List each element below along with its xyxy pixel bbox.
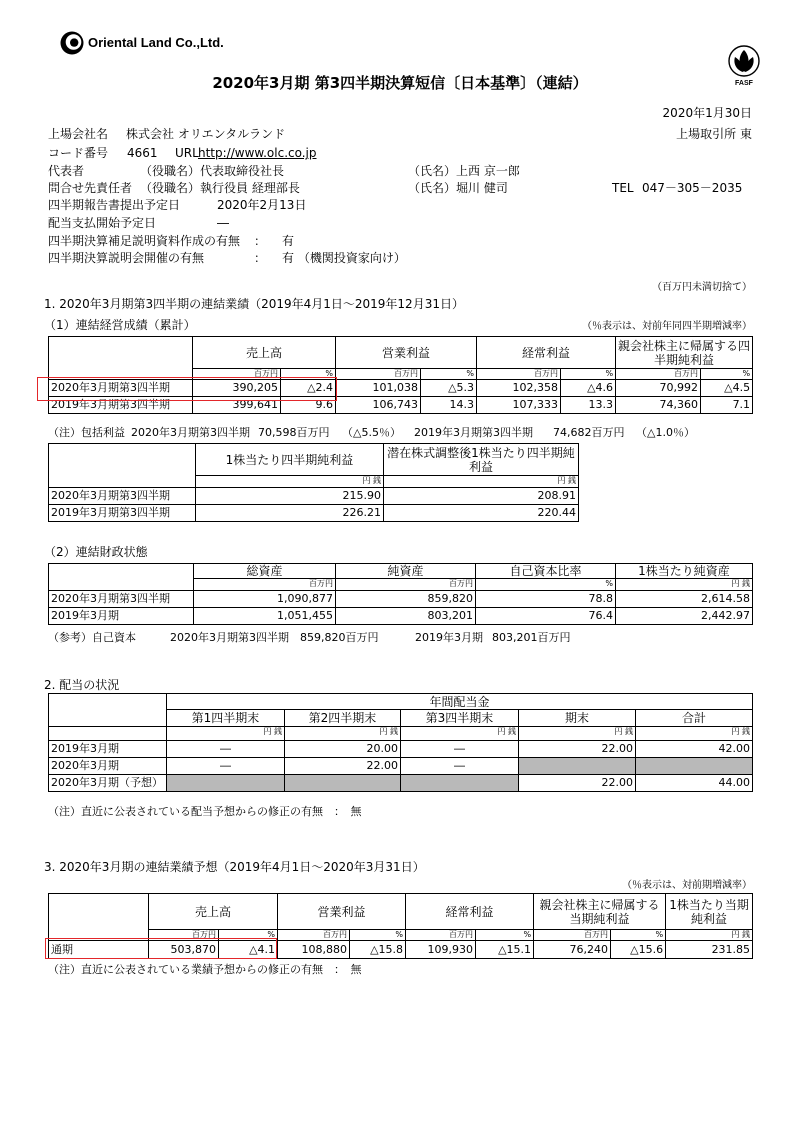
unit-label: % bbox=[350, 930, 406, 941]
representative-title: 代表取締役社長 bbox=[200, 164, 285, 178]
table-cell: 220.44 bbox=[384, 505, 579, 522]
row-label-blank bbox=[49, 727, 167, 741]
table-cell: 20.00 bbox=[285, 741, 401, 758]
column-header: 第1四半期末 bbox=[167, 710, 285, 727]
column-header: 潜在株式調整後1株当たり四半期純利益 bbox=[384, 444, 579, 476]
reference-period: 2019年3月期 bbox=[415, 631, 483, 644]
table-row bbox=[49, 758, 753, 775]
table-cell: 2,442.97 bbox=[616, 608, 753, 625]
company-logo-icon bbox=[60, 31, 84, 55]
contact-name-label: （氏名） bbox=[408, 181, 457, 195]
column-header: 経常利益 bbox=[477, 337, 616, 369]
row-label: 2019年3月期第3四半期 bbox=[49, 397, 193, 414]
table-cell: 22.00 bbox=[519, 775, 636, 792]
column-header: 期末 bbox=[519, 710, 636, 727]
unit-label: 百万円 bbox=[406, 930, 476, 941]
unit-label: % bbox=[701, 369, 753, 380]
table-cell: 22.00 bbox=[285, 758, 401, 775]
table-cell: △5.3 bbox=[421, 380, 477, 397]
unit-label: % bbox=[561, 369, 616, 380]
section-1-subsection: （1）連結経営成績（累計） bbox=[44, 318, 196, 332]
contact-title: 執行役員 経理部長 bbox=[200, 181, 300, 195]
dividends-table bbox=[48, 693, 753, 792]
column-header: 1株当たり四半期純利益 bbox=[196, 444, 384, 476]
table-cell: 76.4 bbox=[476, 608, 616, 625]
company-url-link[interactable]: http://www.olc.co.jp bbox=[198, 146, 317, 160]
code-label: コード番号 bbox=[48, 146, 109, 160]
company-logo-text: Oriental Land Co.,Ltd. bbox=[88, 35, 224, 50]
table-cell: 76,240 bbox=[534, 941, 611, 959]
column-header: 親会社株主に帰属する四半期純利益 bbox=[616, 337, 753, 369]
unit-label: 百万円 bbox=[194, 579, 336, 591]
table-cell: 44.00 bbox=[636, 775, 753, 792]
highlight-box bbox=[37, 377, 337, 401]
table-cell: 78.8 bbox=[476, 591, 616, 608]
representative-name: 上西 京一郎 bbox=[456, 164, 520, 178]
comprehensive-income-change: （△5.5％） bbox=[342, 426, 401, 439]
unit-label: 百万円 bbox=[477, 369, 561, 380]
row-label: 2019年3月期 bbox=[49, 741, 167, 758]
row-header-blank bbox=[49, 444, 196, 488]
unit-label: 円 銭 bbox=[666, 930, 753, 941]
company-name: 株式会社 オリエンタルランド bbox=[126, 127, 286, 141]
unit-label: 百万円 bbox=[278, 930, 350, 941]
dividend-date-label: 配当支払開始予定日 bbox=[48, 216, 157, 230]
unit-label: 百万円 bbox=[149, 930, 219, 941]
column-header: 純資産 bbox=[336, 564, 476, 579]
table-cell: 503,870 bbox=[149, 941, 219, 959]
table-cell: ― bbox=[401, 741, 519, 758]
row-label: 2019年3月期第3四半期 bbox=[49, 505, 196, 522]
table-cell: 399,641 bbox=[193, 397, 281, 414]
contact-name: 堀川 健司 bbox=[456, 181, 508, 195]
unit-label: 百万円 bbox=[616, 369, 701, 380]
table-cell: 1,090,877 bbox=[194, 591, 336, 608]
briefing-colon: ： bbox=[254, 251, 267, 265]
contact-label: 問合せ先責任者 bbox=[48, 181, 133, 195]
reference-value: 803,201百万円 bbox=[492, 631, 571, 644]
table-cell: ― bbox=[401, 758, 519, 775]
column-header: 売上高 bbox=[193, 337, 336, 369]
tel-label: TEL bbox=[612, 181, 634, 195]
unit-label: 円 銭 bbox=[196, 476, 384, 488]
row-header-blank bbox=[49, 894, 149, 941]
table-cell: 109,930 bbox=[406, 941, 476, 959]
document-date: 2020年1月30日 bbox=[662, 106, 752, 120]
unit-label: 百万円 bbox=[336, 369, 421, 380]
column-header: 合計 bbox=[636, 710, 753, 727]
unit-label: % bbox=[476, 930, 534, 941]
section-1-note: （％表示は、対前年同四半期増減率） bbox=[582, 321, 752, 332]
representative-label: 代表者 bbox=[48, 164, 85, 178]
row-header-blank bbox=[49, 694, 167, 727]
table-cell: △4.5 bbox=[701, 380, 753, 397]
table-cell: △2.4 bbox=[281, 380, 336, 397]
briefing-value: 有 （機関投資家向け） bbox=[282, 251, 406, 265]
unit-label: % bbox=[281, 369, 336, 380]
reference-label: （参考）自己資本 bbox=[48, 631, 136, 644]
table-cell: 1,051,455 bbox=[194, 608, 336, 625]
column-header: 総資産 bbox=[194, 564, 336, 579]
table-row bbox=[49, 741, 753, 758]
table-cell: 7.1 bbox=[701, 397, 753, 414]
reference-value: 859,820百万円 bbox=[300, 631, 379, 644]
table-cell: 22.00 bbox=[519, 741, 636, 758]
table-cell: 13.3 bbox=[561, 397, 616, 414]
tel-number: 047－305－2035 bbox=[642, 181, 743, 195]
column-header: 売上高 bbox=[149, 894, 278, 930]
table-row bbox=[49, 505, 579, 522]
position-subsection: （2）連結財政状態 bbox=[44, 545, 148, 559]
forecast-revision-note: （注）直近に公表されている業績予想からの修正の有無 ： 無 bbox=[48, 963, 362, 976]
table-cell: ― bbox=[167, 741, 285, 758]
table-cell: △4.6 bbox=[561, 380, 616, 397]
table-cell: 106,743 bbox=[336, 397, 421, 414]
table-cell: 14.3 bbox=[421, 397, 477, 414]
unit-label: 円 銭 bbox=[285, 727, 401, 741]
table-cell: △15.1 bbox=[476, 941, 534, 959]
url-label: URL bbox=[175, 146, 199, 160]
unit-label: % bbox=[421, 369, 477, 380]
shaded-cell bbox=[285, 775, 401, 792]
table-cell: 215.90 bbox=[196, 488, 384, 505]
stock-exchange: 上場取引所 東 bbox=[676, 127, 752, 141]
column-header: 第3四半期末 bbox=[401, 710, 519, 727]
table-cell: 226.21 bbox=[196, 505, 384, 522]
column-header: 親会社株主に帰属する当期純利益 bbox=[534, 894, 666, 930]
table-cell: △4.1 bbox=[219, 941, 278, 959]
reference-period: 2020年3月期第3四半期 bbox=[170, 631, 289, 644]
fasf-logo-text: FASF bbox=[735, 80, 753, 87]
table-cell: △15.6 bbox=[611, 941, 666, 959]
comprehensive-income-label: （注）包括利益 bbox=[48, 426, 125, 439]
unit-label: 百万円 bbox=[193, 369, 281, 380]
row-label: 2019年3月期 bbox=[49, 608, 194, 625]
unit-label: % bbox=[476, 579, 616, 591]
code-value: 4661 bbox=[127, 146, 158, 160]
representative-name-label: （氏名） bbox=[408, 164, 457, 178]
table-cell: 390,205 bbox=[193, 380, 281, 397]
table-cell: ― bbox=[167, 758, 285, 775]
row-header-blank bbox=[49, 337, 193, 380]
table-cell: 74,360 bbox=[616, 397, 701, 414]
supplement-value: 有 bbox=[282, 234, 295, 248]
row-label: 2020年3月期（予想） bbox=[49, 775, 167, 792]
unit-label: 百万円 bbox=[534, 930, 611, 941]
section-1-title: 1. 2020年3月期第3四半期の連結業績（2019年4月1日～2019年12月31日） bbox=[44, 297, 464, 311]
table-row bbox=[49, 488, 579, 505]
representative-title-label: （役職名） bbox=[140, 164, 201, 178]
section-2-title: 2. 配当の状況 bbox=[44, 678, 120, 692]
row-label: 2020年3月期 bbox=[49, 758, 167, 775]
row-header-blank bbox=[49, 564, 194, 591]
company-name-label: 上場会社名 bbox=[48, 127, 109, 141]
table-cell: 208.91 bbox=[384, 488, 579, 505]
page-title: 2020年3月期 第3四半期決算短信〔日本基準〕（連結） bbox=[212, 74, 588, 92]
comprehensive-income-change: （△1.0％） bbox=[636, 426, 695, 439]
table-cell: 101,038 bbox=[336, 380, 421, 397]
report-date-label: 四半期報告書提出予定日 bbox=[48, 198, 181, 212]
shaded-cell bbox=[401, 775, 519, 792]
table-row bbox=[49, 608, 753, 625]
section-3-note: （％表示は、対前期増減率） bbox=[622, 880, 752, 891]
table-cell: 859,820 bbox=[336, 591, 476, 608]
table-cell: 803,201 bbox=[336, 608, 476, 625]
table-cell: 107,333 bbox=[477, 397, 561, 414]
supplement-label: 四半期決算補足説明資料作成の有無 bbox=[48, 234, 241, 248]
report-date: 2020年2月13日 bbox=[217, 198, 307, 212]
row-label: 通期 bbox=[49, 941, 149, 959]
shaded-cell bbox=[519, 758, 636, 775]
contact-title-label: （役職名） bbox=[140, 181, 201, 195]
column-header: 経常利益 bbox=[406, 894, 534, 930]
column-header: 営業利益 bbox=[336, 337, 477, 369]
table-cell: 2,614.58 bbox=[616, 591, 753, 608]
unit-label: % bbox=[611, 930, 666, 941]
unit-label: 円 銭 bbox=[401, 727, 519, 741]
highlight-box bbox=[45, 938, 277, 959]
dividend-revision-note: （注）直近に公表されている配当予想からの修正の有無 ： 無 bbox=[48, 805, 362, 818]
comprehensive-income-value: 70,598百万円 bbox=[258, 426, 330, 439]
row-label: 2020年3月期第3四半期 bbox=[49, 591, 194, 608]
unit-label: 円 銭 bbox=[384, 476, 579, 488]
comprehensive-income-period: 2019年3月期第3四半期 bbox=[414, 426, 533, 439]
shaded-cell bbox=[167, 775, 285, 792]
unit-label: 百万円 bbox=[336, 579, 476, 591]
briefing-label: 四半期決算説明会開催の有無 bbox=[48, 251, 205, 265]
table-cell: 108,880 bbox=[278, 941, 350, 959]
column-header: 第2四半期末 bbox=[285, 710, 401, 727]
supplement-colon: ： bbox=[254, 234, 267, 248]
column-header: 自己資本比率 bbox=[476, 564, 616, 579]
position-table bbox=[48, 563, 753, 625]
rounding-note: （百万円未満切捨て） bbox=[652, 282, 752, 293]
unit-label: 円 銭 bbox=[616, 579, 753, 591]
column-header: 1株当たり当期純利益 bbox=[666, 894, 753, 930]
section-3-title: 3. 2020年3月期の連結業績予想（2019年4月1日～2020年3月31日） bbox=[44, 860, 425, 874]
table-cell: 102,358 bbox=[477, 380, 561, 397]
table-cell: 231.85 bbox=[666, 941, 753, 959]
table-row bbox=[49, 591, 753, 608]
group-header: 年間配当金 bbox=[167, 694, 753, 710]
shaded-cell bbox=[636, 758, 753, 775]
unit-label: 円 銭 bbox=[636, 727, 753, 741]
unit-label: 円 銭 bbox=[519, 727, 636, 741]
table-cell: 9.6 bbox=[281, 397, 336, 414]
table-cell: △15.8 bbox=[350, 941, 406, 959]
eps-table bbox=[48, 443, 579, 522]
row-label: 2020年3月期第3四半期 bbox=[49, 488, 196, 505]
column-header: 営業利益 bbox=[278, 894, 406, 930]
comprehensive-income-period: 2020年3月期第3四半期 bbox=[131, 426, 250, 439]
comprehensive-income-value: 74,682百万円 bbox=[553, 426, 625, 439]
dividend-date: ― bbox=[217, 216, 229, 230]
table-row bbox=[49, 775, 753, 792]
results-table bbox=[48, 336, 753, 414]
row-label: 2020年3月期第3四半期 bbox=[49, 380, 193, 397]
unit-label: % bbox=[219, 930, 278, 941]
unit-label: 円 銭 bbox=[167, 727, 285, 741]
table-cell: 70,992 bbox=[616, 380, 701, 397]
column-header: 1株当たり純資産 bbox=[616, 564, 753, 579]
table-cell: 42.00 bbox=[636, 741, 753, 758]
